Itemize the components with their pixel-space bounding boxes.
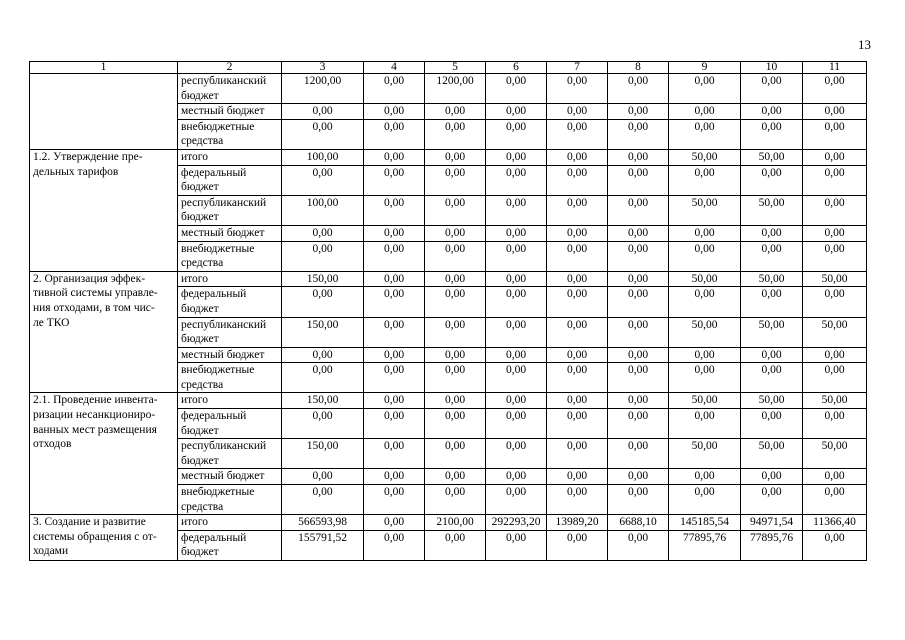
value-cell: 0,00 [425,149,486,165]
value-cell: 0,00 [608,363,669,393]
table-row [30,271,867,287]
value-cell: 0,00 [608,149,669,165]
value-cell: 0,00 [282,241,364,271]
value-cell: 0,00 [608,225,669,241]
value-cell: 13989,20 [547,515,608,531]
value-cell: 0,00 [669,74,741,104]
table-row [30,393,867,409]
value-cell: 0,00 [547,287,608,317]
value-cell: 0,00 [425,485,486,515]
value-cell: 50,00 [741,317,803,347]
value-cell: 50,00 [741,149,803,165]
value-cell: 50,00 [669,195,741,225]
value-cell: 0,00 [741,485,803,515]
value-cell: 0,00 [608,119,669,149]
table-row [30,149,867,165]
value-cell: 0,00 [608,165,669,195]
value-cell: 0,00 [803,149,867,165]
value-cell: 0,00 [486,530,547,560]
value-cell: 0,00 [364,74,425,104]
value-cell: 0,00 [364,317,425,347]
column-header: 3 [282,62,364,74]
value-cell: 0,00 [803,241,867,271]
value-cell: 50,00 [803,439,867,469]
value-cell: 0,00 [608,393,669,409]
value-cell: 0,00 [364,439,425,469]
value-cell: 0,00 [425,347,486,363]
value-cell: 0,00 [669,409,741,439]
value-cell: 0,00 [486,165,547,195]
value-cell: 0,00 [364,119,425,149]
value-cell: 0,00 [669,469,741,485]
value-cell: 0,00 [486,409,547,439]
value-cell: 0,00 [425,241,486,271]
value-cell: 0,00 [547,409,608,439]
value-cell: 0,00 [364,393,425,409]
budget-table [29,61,867,561]
funding-source-cell: итого [178,515,282,531]
value-cell: 292293,20 [486,515,547,531]
value-cell: 0,00 [547,530,608,560]
value-cell: 0,00 [282,347,364,363]
activity-name-cell: 1.2. Утверждение пре- дельных тарифов [30,149,178,271]
header-row [30,62,867,74]
value-cell: 0,00 [608,347,669,363]
value-cell: 0,00 [364,363,425,393]
value-cell: 0,00 [486,225,547,241]
value-cell: 77895,76 [669,530,741,560]
value-cell: 150,00 [282,271,364,287]
value-cell: 0,00 [608,241,669,271]
value-cell: 0,00 [364,195,425,225]
value-cell: 0,00 [486,119,547,149]
value-cell: 0,00 [741,165,803,195]
value-cell: 0,00 [741,119,803,149]
value-cell: 50,00 [669,149,741,165]
value-cell: 0,00 [364,287,425,317]
value-cell: 0,00 [425,530,486,560]
funding-source-cell: внебюджетные средства [178,363,282,393]
value-cell: 0,00 [803,74,867,104]
value-cell: 50,00 [803,317,867,347]
value-cell: 0,00 [486,393,547,409]
value-cell: 0,00 [425,104,486,120]
value-cell: 0,00 [364,225,425,241]
funding-source-cell: внебюджетные средства [178,241,282,271]
column-header: 10 [741,62,803,74]
value-cell: 0,00 [547,317,608,347]
value-cell: 0,00 [425,439,486,469]
value-cell: 155791,52 [282,530,364,560]
value-cell: 0,00 [364,271,425,287]
value-cell: 0,00 [282,225,364,241]
value-cell: 100,00 [282,149,364,165]
funding-source-cell: итого [178,393,282,409]
value-cell: 0,00 [608,74,669,104]
value-cell: 0,00 [608,317,669,347]
value-cell: 0,00 [364,165,425,195]
value-cell: 150,00 [282,393,364,409]
funding-source-cell: итого [178,149,282,165]
value-cell: 0,00 [364,241,425,271]
value-cell: 50,00 [803,271,867,287]
value-cell: 0,00 [486,271,547,287]
value-cell: 0,00 [547,225,608,241]
value-cell: 0,00 [669,104,741,120]
value-cell: 0,00 [282,469,364,485]
funding-source-cell: местный бюджет [178,104,282,120]
value-cell: 0,00 [741,104,803,120]
value-cell: 0,00 [803,347,867,363]
funding-source-cell: местный бюджет [178,469,282,485]
activity-name-cell: 3. Создание и развитие системы обращения с от- ходами [30,515,178,561]
value-cell: 0,00 [803,195,867,225]
value-cell: 11366,40 [803,515,867,531]
value-cell: 0,00 [282,409,364,439]
value-cell: 0,00 [364,409,425,439]
value-cell: 0,00 [547,241,608,271]
table-row [30,74,867,104]
value-cell: 0,00 [669,363,741,393]
value-cell: 0,00 [486,485,547,515]
funding-source-cell: местный бюджет [178,347,282,363]
value-cell: 0,00 [547,149,608,165]
value-cell: 0,00 [486,287,547,317]
value-cell: 0,00 [608,439,669,469]
funding-source-cell: федеральный бюджет [178,165,282,195]
column-header: 6 [486,62,547,74]
value-cell: 0,00 [608,409,669,439]
column-header: 9 [669,62,741,74]
value-cell: 0,00 [486,74,547,104]
value-cell: 0,00 [364,515,425,531]
value-cell: 0,00 [669,241,741,271]
value-cell: 0,00 [547,347,608,363]
value-cell: 150,00 [282,317,364,347]
column-header: 5 [425,62,486,74]
value-cell: 0,00 [803,119,867,149]
value-cell: 0,00 [486,149,547,165]
value-cell: 0,00 [803,165,867,195]
value-cell: 0,00 [803,469,867,485]
funding-source-cell: федеральный бюджет [178,530,282,560]
column-header: 1 [30,62,178,74]
activity-name-cell [30,74,178,150]
activity-name-cell: 2.1. Проведение инвента- ризации несанкциониро- ванных мест размещения отходов [30,393,178,515]
value-cell: 0,00 [803,104,867,120]
funding-source-cell: республиканский бюджет [178,317,282,347]
value-cell: 0,00 [803,409,867,439]
value-cell: 0,00 [425,119,486,149]
value-cell: 50,00 [669,271,741,287]
column-header: 7 [547,62,608,74]
value-cell: 0,00 [669,225,741,241]
value-cell: 0,00 [741,74,803,104]
value-cell: 0,00 [803,363,867,393]
funding-source-cell: республиканский бюджет [178,439,282,469]
value-cell: 0,00 [669,347,741,363]
value-cell: 0,00 [803,485,867,515]
value-cell: 50,00 [741,439,803,469]
value-cell: 0,00 [425,409,486,439]
value-cell: 0,00 [486,241,547,271]
value-cell: 0,00 [364,485,425,515]
value-cell: 0,00 [486,439,547,469]
funding-source-cell: итого [178,271,282,287]
value-cell: 50,00 [669,317,741,347]
value-cell: 0,00 [364,104,425,120]
value-cell: 6688,10 [608,515,669,531]
value-cell: 0,00 [282,363,364,393]
value-cell: 0,00 [669,287,741,317]
value-cell: 0,00 [741,469,803,485]
funding-source-cell: республиканский бюджет [178,74,282,104]
value-cell: 0,00 [486,469,547,485]
value-cell: 0,00 [364,469,425,485]
value-cell: 100,00 [282,195,364,225]
value-cell: 0,00 [282,165,364,195]
value-cell: 50,00 [741,271,803,287]
value-cell: 50,00 [741,195,803,225]
value-cell: 0,00 [803,225,867,241]
funding-source-cell: республиканский бюджет [178,195,282,225]
value-cell: 0,00 [608,530,669,560]
value-cell: 0,00 [282,119,364,149]
value-cell: 0,00 [364,347,425,363]
value-cell: 0,00 [547,393,608,409]
value-cell: 0,00 [669,485,741,515]
funding-source-cell: внебюджетные средства [178,119,282,149]
value-cell: 0,00 [608,104,669,120]
value-cell: 0,00 [608,469,669,485]
value-cell: 0,00 [282,104,364,120]
value-cell: 1200,00 [282,74,364,104]
value-cell: 1200,00 [425,74,486,104]
funding-source-cell: федеральный бюджет [178,409,282,439]
value-cell: 50,00 [741,393,803,409]
column-header: 4 [364,62,425,74]
value-cell: 0,00 [547,119,608,149]
value-cell: 94971,54 [741,515,803,531]
value-cell: 0,00 [547,74,608,104]
value-cell: 0,00 [486,363,547,393]
value-cell: 0,00 [425,195,486,225]
value-cell: 0,00 [364,530,425,560]
value-cell: 0,00 [669,119,741,149]
value-cell: 0,00 [547,469,608,485]
value-cell: 0,00 [547,104,608,120]
value-cell: 0,00 [608,271,669,287]
column-header: 11 [803,62,867,74]
value-cell: 150,00 [282,439,364,469]
value-cell: 0,00 [486,317,547,347]
value-cell: 0,00 [803,287,867,317]
table-row [30,515,867,531]
value-cell: 0,00 [425,363,486,393]
value-cell: 50,00 [803,393,867,409]
value-cell: 0,00 [547,363,608,393]
value-cell: 0,00 [608,287,669,317]
value-cell: 566593,98 [282,515,364,531]
activity-name-cell: 2. Организация эффек- тивной системы управле- ния отходами, в том чис- ле ТКО [30,271,178,393]
value-cell: 0,00 [547,195,608,225]
funding-source-cell: федеральный бюджет [178,287,282,317]
value-cell: 0,00 [803,530,867,560]
value-cell: 2100,00 [425,515,486,531]
value-cell: 0,00 [486,104,547,120]
value-cell: 0,00 [741,225,803,241]
value-cell: 0,00 [486,347,547,363]
value-cell: 0,00 [282,287,364,317]
page-number: 13 [858,37,871,52]
value-cell: 0,00 [608,195,669,225]
value-cell: 0,00 [425,287,486,317]
value-cell: 0,00 [425,225,486,241]
value-cell: 0,00 [741,409,803,439]
value-cell: 0,00 [741,347,803,363]
value-cell: 0,00 [425,317,486,347]
value-cell: 0,00 [425,271,486,287]
value-cell: 0,00 [425,469,486,485]
value-cell: 0,00 [425,393,486,409]
value-cell: 50,00 [669,393,741,409]
value-cell: 0,00 [425,165,486,195]
value-cell: 0,00 [364,149,425,165]
value-cell: 0,00 [608,485,669,515]
value-cell: 0,00 [547,165,608,195]
value-cell: 0,00 [741,363,803,393]
value-cell: 145185,54 [669,515,741,531]
funding-source-cell: внебюджетные средства [178,485,282,515]
value-cell: 0,00 [669,165,741,195]
value-cell: 0,00 [741,287,803,317]
value-cell: 0,00 [741,241,803,271]
column-header: 8 [608,62,669,74]
funding-source-cell: местный бюджет [178,225,282,241]
value-cell: 77895,76 [741,530,803,560]
value-cell: 0,00 [486,195,547,225]
value-cell: 0,00 [282,485,364,515]
value-cell: 0,00 [547,439,608,469]
value-cell: 0,00 [547,271,608,287]
column-header: 2 [178,62,282,74]
value-cell: 0,00 [547,485,608,515]
value-cell: 50,00 [669,439,741,469]
